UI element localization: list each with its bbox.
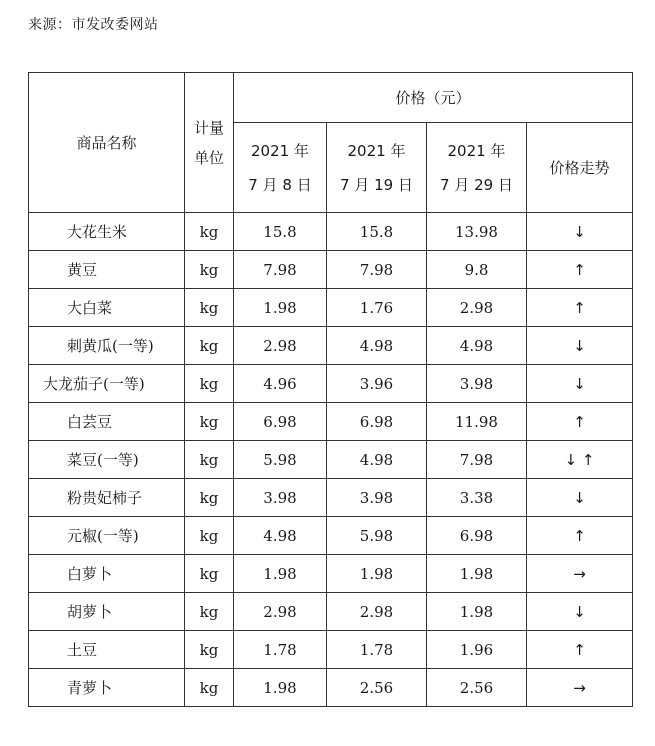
header-unit-line2: 单位 xyxy=(193,148,224,167)
header-date-2-day: 7 月 19 日 xyxy=(340,175,413,194)
cell-unit: kg xyxy=(185,213,234,251)
table-row xyxy=(29,441,633,479)
header-date-2-year: 2021 年 xyxy=(347,141,406,160)
table-row xyxy=(29,251,633,289)
cell-trend-arrow: → xyxy=(527,555,633,593)
table-row xyxy=(29,669,633,707)
cell-price-3: 9.8 xyxy=(427,251,527,289)
cell-name: 青萝卜 xyxy=(29,669,185,707)
cell-trend-arrow: ↓ xyxy=(527,327,633,365)
cell-price-2: 2.56 xyxy=(327,669,427,707)
cell-name: 粉贵妃柿子 xyxy=(29,479,185,517)
table-row xyxy=(29,479,633,517)
header-price-group: 价格（元） xyxy=(234,73,633,123)
cell-price-1: 4.98 xyxy=(234,517,327,555)
cell-unit: kg xyxy=(185,403,234,441)
cell-price-1: 4.96 xyxy=(234,365,327,403)
cell-unit: kg xyxy=(185,517,234,555)
header-name: 商品名称 xyxy=(29,73,185,213)
cell-price-3: 3.98 xyxy=(427,365,527,403)
cell-price-2: 6.98 xyxy=(327,403,427,441)
cell-price-1: 15.8 xyxy=(234,213,327,251)
cell-price-1: 5.98 xyxy=(234,441,327,479)
cell-price-3: 11.98 xyxy=(427,403,527,441)
header-date-1 xyxy=(234,123,327,213)
cell-price-1: 1.98 xyxy=(234,555,327,593)
header-date-3-day: 7 月 29 日 xyxy=(440,175,513,194)
cell-price-2: 4.98 xyxy=(327,327,427,365)
cell-name: 元椒(一等) xyxy=(29,517,185,555)
cell-price-3: 1.96 xyxy=(427,631,527,669)
cell-price-2: 1.76 xyxy=(327,289,427,327)
cell-price-2: 1.98 xyxy=(327,555,427,593)
cell-price-1: 3.98 xyxy=(234,479,327,517)
cell-price-2: 5.98 xyxy=(327,517,427,555)
cell-price-2: 4.98 xyxy=(327,441,427,479)
cell-trend-arrow: ↓ xyxy=(527,365,633,403)
cell-unit: kg xyxy=(185,441,234,479)
cell-price-3: 1.98 xyxy=(427,593,527,631)
cell-name: 土豆 xyxy=(29,631,185,669)
header-unit xyxy=(185,73,234,213)
table-row xyxy=(29,365,633,403)
table-row xyxy=(29,403,633,441)
cell-name: 白萝卜 xyxy=(29,555,185,593)
cell-trend-arrow: ↓ ↑ xyxy=(527,441,633,479)
cell-price-2: 15.8 xyxy=(327,213,427,251)
cell-trend-arrow: ↑ xyxy=(527,289,633,327)
cell-price-3: 3.38 xyxy=(427,479,527,517)
cell-name: 胡萝卜 xyxy=(29,593,185,631)
cell-name: 白芸豆 xyxy=(29,403,185,441)
cell-price-2: 1.78 xyxy=(327,631,427,669)
cell-unit: kg xyxy=(185,365,234,403)
header-date-3-year: 2021 年 xyxy=(447,141,506,160)
cell-price-2: 2.98 xyxy=(327,593,427,631)
cell-unit: kg xyxy=(185,479,234,517)
cell-trend-arrow: ↓ xyxy=(527,593,633,631)
table-row xyxy=(29,213,633,251)
cell-trend-arrow: → xyxy=(527,669,633,707)
cell-price-2: 3.96 xyxy=(327,365,427,403)
cell-price-2: 7.98 xyxy=(327,251,427,289)
cell-price-1: 1.98 xyxy=(234,289,327,327)
cell-price-1: 2.98 xyxy=(234,327,327,365)
table-row xyxy=(29,517,633,555)
cell-price-1: 1.78 xyxy=(234,631,327,669)
header-date-2 xyxy=(327,123,427,213)
cell-price-3: 2.98 xyxy=(427,289,527,327)
table-row xyxy=(29,631,633,669)
header-unit-line1: 计量 xyxy=(193,118,224,137)
cell-unit: kg xyxy=(185,555,234,593)
cell-price-2: 3.98 xyxy=(327,479,427,517)
cell-unit: kg xyxy=(185,289,234,327)
cell-price-1: 6.98 xyxy=(234,403,327,441)
cell-trend-arrow: ↑ xyxy=(527,517,633,555)
cell-trend-arrow: ↑ xyxy=(527,403,633,441)
table-row xyxy=(29,593,633,631)
header-date-1-day: 7 月 8 日 xyxy=(248,175,312,194)
table-row xyxy=(29,555,633,593)
cell-price-3: 2.56 xyxy=(427,669,527,707)
cell-price-3: 13.98 xyxy=(427,213,527,251)
cell-price-3: 7.98 xyxy=(427,441,527,479)
cell-name: 大白菜 xyxy=(29,289,185,327)
cell-price-3: 6.98 xyxy=(427,517,527,555)
cell-name: 黄豆 xyxy=(29,251,185,289)
cell-trend-arrow: ↓ xyxy=(527,479,633,517)
cell-trend-arrow: ↑ xyxy=(527,251,633,289)
cell-unit: kg xyxy=(185,593,234,631)
header-trend: 价格走势 xyxy=(527,123,633,213)
cell-price-1: 2.98 xyxy=(234,593,327,631)
cell-price-1: 1.98 xyxy=(234,669,327,707)
cell-unit: kg xyxy=(185,327,234,365)
cell-unit: kg xyxy=(185,669,234,707)
cell-unit: kg xyxy=(185,251,234,289)
cell-price-3: 1.98 xyxy=(427,555,527,593)
cell-name: 刺黄瓜(一等) xyxy=(29,327,185,365)
source-note: 来源：市发改委网站 xyxy=(28,17,159,33)
cell-trend-arrow: ↓ xyxy=(527,213,633,251)
header-date-1-year: 2021 年 xyxy=(251,141,309,160)
table-row xyxy=(29,327,633,365)
cell-name: 大花生米 xyxy=(29,213,185,251)
cell-price-1: 7.98 xyxy=(234,251,327,289)
cell-name: 大龙茄子(一等) xyxy=(29,365,185,403)
cell-unit: kg xyxy=(185,631,234,669)
cell-trend-arrow: ↑ xyxy=(527,631,633,669)
table-row xyxy=(29,289,633,327)
header-date-3 xyxy=(427,123,527,213)
cell-name: 菜豆(一等) xyxy=(29,441,185,479)
cell-price-3: 4.98 xyxy=(427,327,527,365)
price-table xyxy=(28,72,633,707)
